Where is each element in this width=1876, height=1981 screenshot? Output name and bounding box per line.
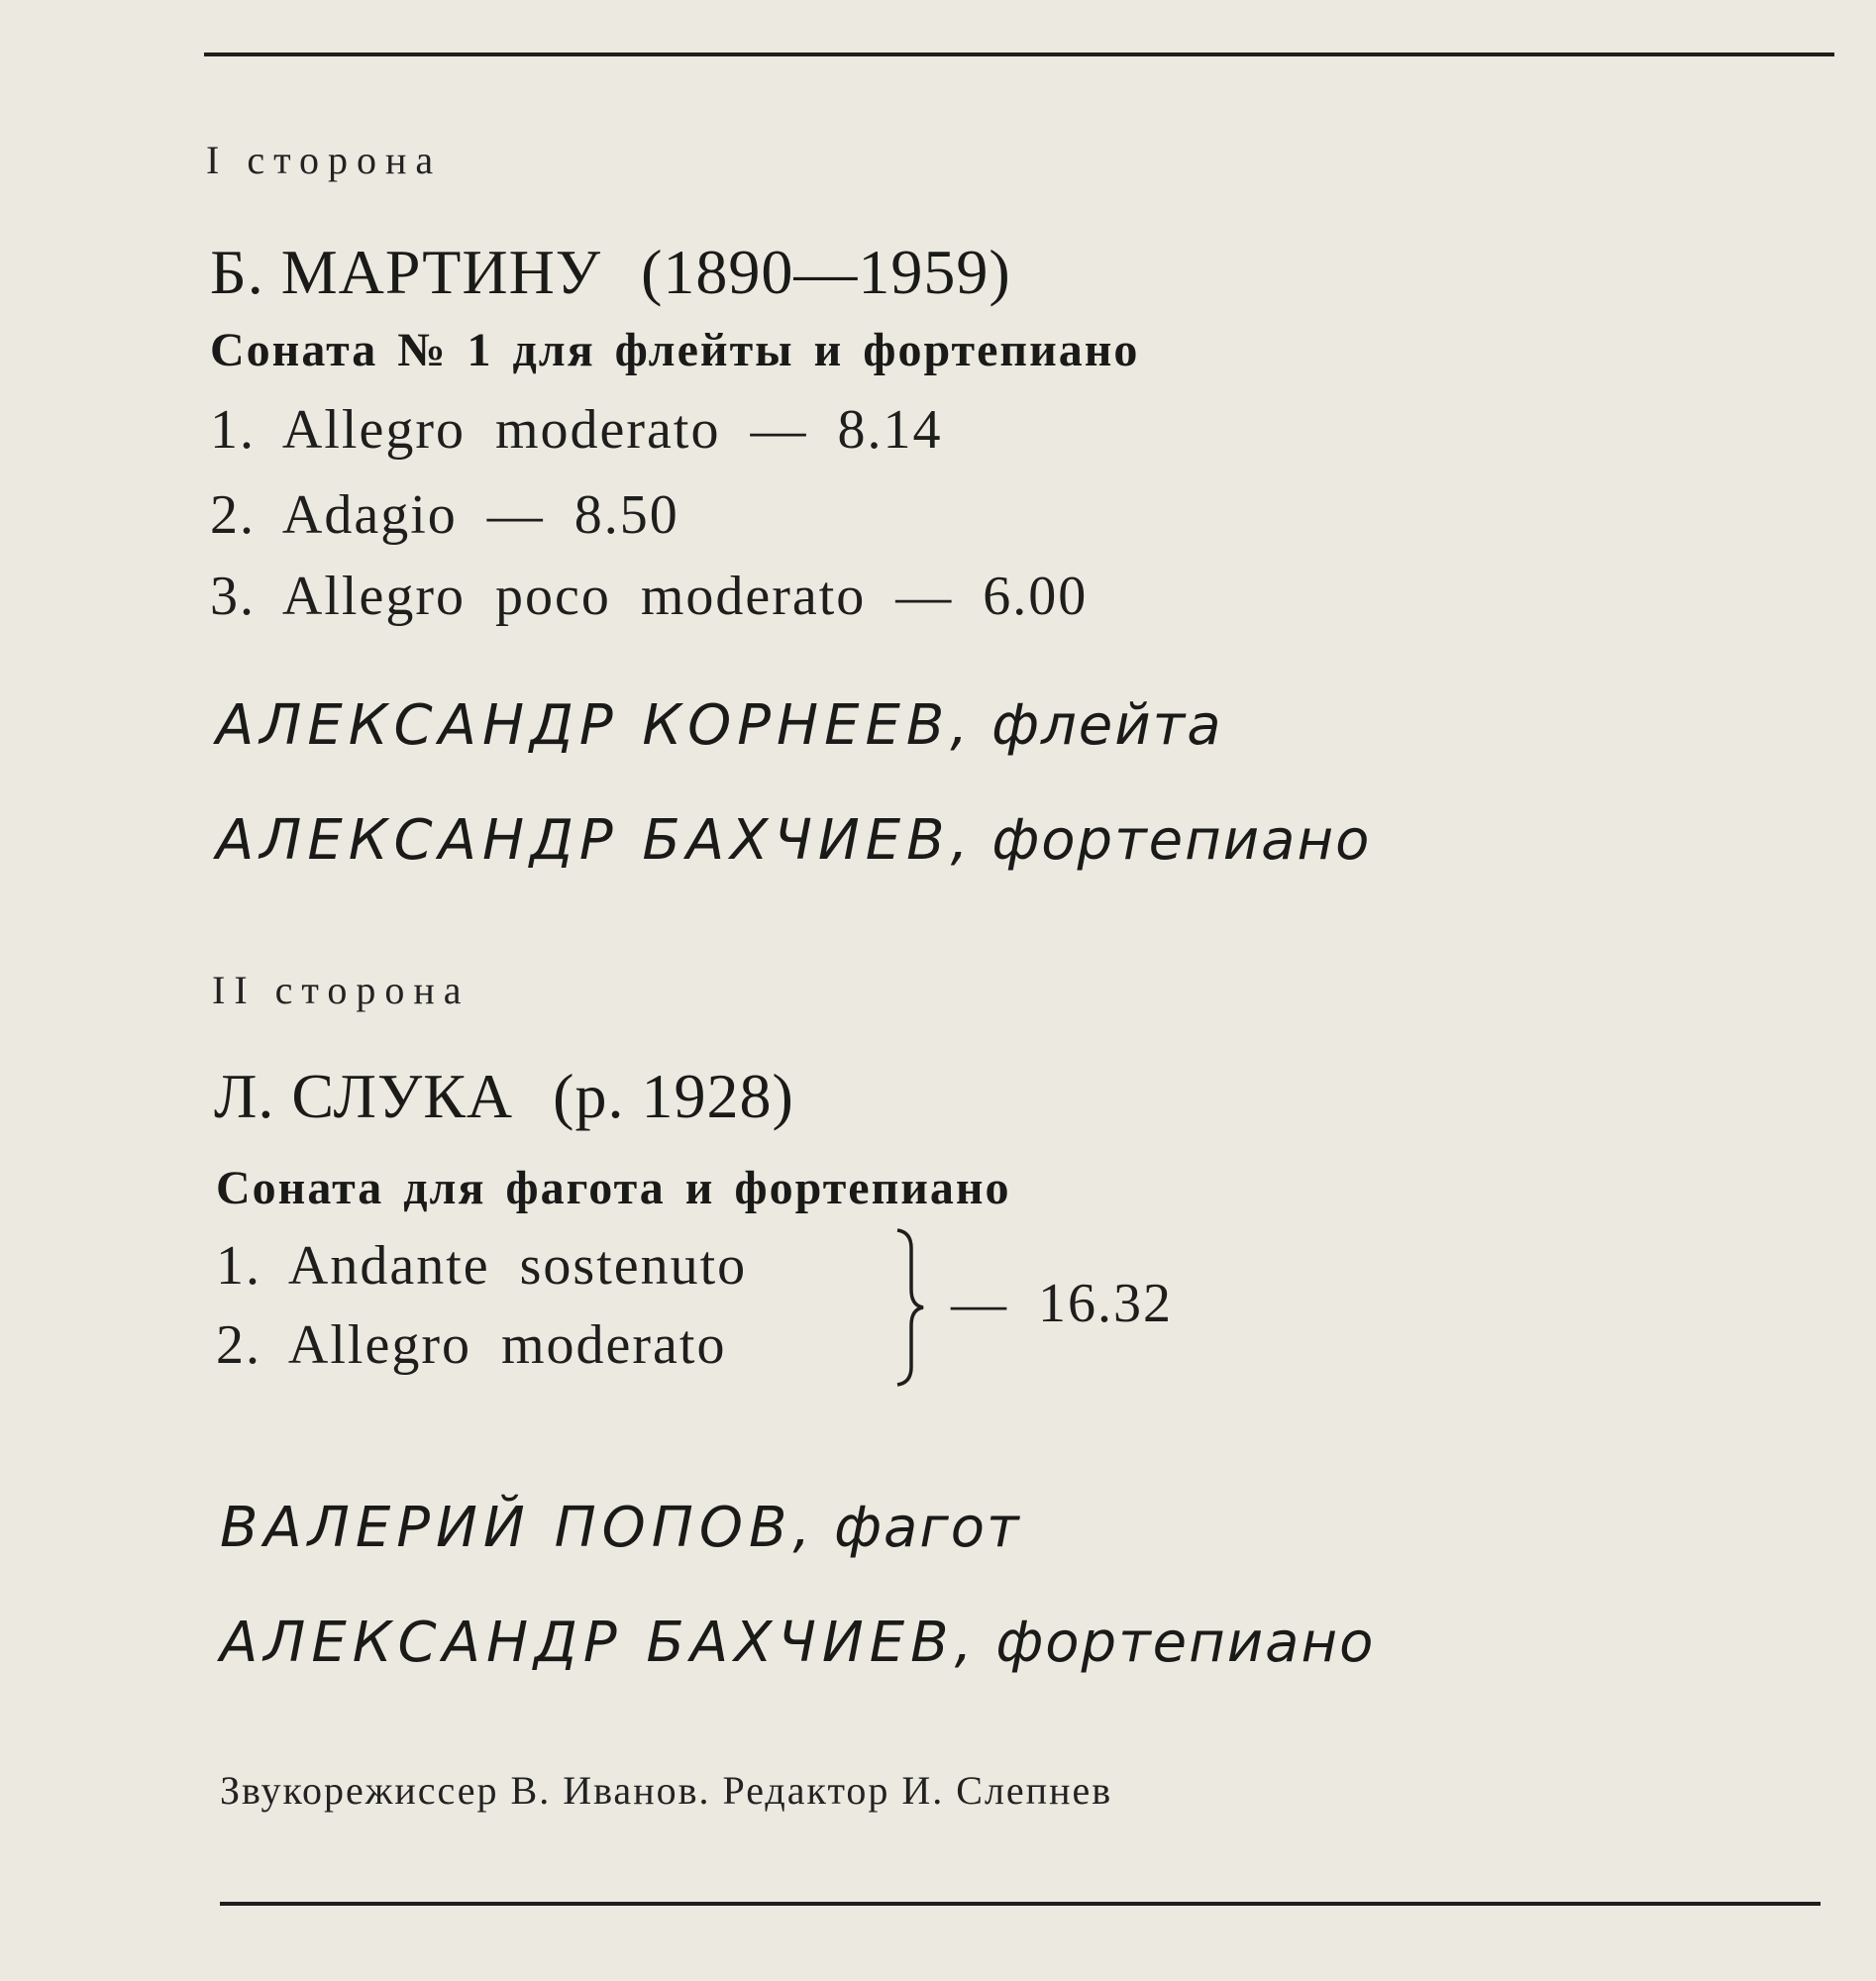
side-2-composer-name: Л. СЛУКА: [214, 1061, 514, 1131]
side-2-performer-1: [220, 1496, 1021, 1560]
side-1-track-2: 2. Adagio — 8.50: [210, 484, 679, 546]
side-2-combined-duration: — 16.32: [951, 1273, 1173, 1334]
side-1-composer-heading: [210, 236, 1011, 309]
performer-role: флейта: [991, 693, 1223, 758]
side-2-track-1: 1. Andante sostenuto: [216, 1235, 748, 1297]
side-1-composer-dates: (1890—1959): [641, 237, 1011, 307]
side-1-label: I сторона: [206, 138, 443, 182]
bottom-rule: [220, 1902, 1821, 1906]
side-2-composer-heading: [214, 1060, 794, 1133]
side-2-work-title: Соната для фагота и фортепиано: [216, 1162, 1011, 1214]
side-2-performer-2: [220, 1611, 1375, 1675]
side-1-performer-1: [216, 693, 1223, 758]
side-2-label: II сторона: [212, 968, 470, 1012]
side-1-track-3: 3. Allegro poco moderato — 6.00: [210, 566, 1089, 627]
performer-role: фортепиано: [995, 1611, 1376, 1675]
side-2-composer-dates: (р. 1928): [553, 1061, 794, 1131]
side-1-performer-2: [216, 808, 1371, 873]
brace-icon: [891, 1228, 931, 1387]
performer-name: ВАЛЕРИЙ ПОПОВ,: [220, 1496, 817, 1560]
performer-name: АЛЕКСАНДР БАХЧИЕВ,: [220, 1611, 979, 1675]
side-2-track-2: 2. Allegro moderato: [216, 1314, 727, 1376]
performer-name: АЛЕКСАНДР БАХЧИЕВ,: [216, 808, 975, 873]
performer-role: фортепиано: [991, 808, 1372, 873]
side-1-track-1: 1. Allegro moderato — 8.14: [210, 399, 943, 461]
performer-name: АЛЕКСАНДР КОРНЕЕВ,: [216, 693, 975, 758]
performer-role: фагот: [834, 1496, 1021, 1560]
side-1-composer-name: Б. МАРТИНУ: [210, 237, 602, 307]
credits-line: Звукорежиссер В. Иванов. Редактор И. Слепнев: [220, 1768, 1113, 1813]
side-1-work-title: Соната № 1 для флейты и фортепиано: [210, 324, 1140, 376]
top-rule: [204, 52, 1834, 56]
